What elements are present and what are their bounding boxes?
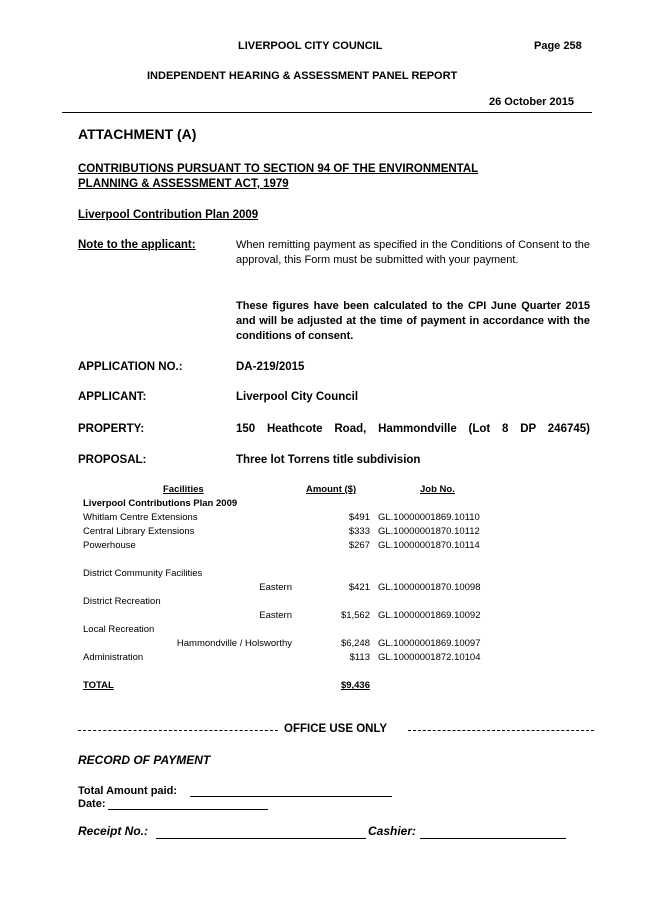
total-paid-label: Total Amount paid: <box>78 785 177 797</box>
office-divider-right <box>408 730 594 731</box>
table-row-facility: District Community Facilities <box>83 568 203 579</box>
table-row-job: GL.10000001872.10104 <box>378 652 481 663</box>
total-label: TOTAL <box>83 680 114 691</box>
proposal-value: Three lot Torrens title subdivision <box>236 454 421 466</box>
table-row-facility: Local Recreation <box>83 624 155 635</box>
section-title-line1: CONTRIBUTIONS PURSUANT TO SECTION 94 OF THE ENVIRONMENTAL <box>78 163 479 175</box>
table-row-job: GL.10000001869.10092 <box>378 610 481 621</box>
receipt-line[interactable] <box>156 838 366 839</box>
col-header-facilities: Facilities <box>163 484 204 495</box>
table-row-job: GL.10000001869.10110 <box>378 512 480 523</box>
section-title-line2: PLANNING & ASSESSMENT ACT, 1979 <box>78 178 289 190</box>
office-use-title: OFFICE USE ONLY <box>284 723 388 735</box>
application-no-value: DA-219/2015 <box>236 361 305 373</box>
table-row-amount: $1,562 <box>340 610 370 621</box>
table-row-amount: $421 <box>348 582 370 593</box>
attachment-title: ATTACHMENT (A) <box>78 126 197 142</box>
table-row-job: GL.10000001870.10114 <box>378 540 480 551</box>
property-label: PROPERTY: <box>78 423 145 435</box>
table-row-facility: Powerhouse <box>83 540 136 551</box>
table-row-subcategory: Hammondville / Holsworthy <box>176 638 292 649</box>
date-line[interactable] <box>108 809 268 810</box>
table-row-job: GL.10000001870.10098 <box>378 582 481 593</box>
record-title: RECORD OF PAYMENT <box>78 753 211 767</box>
table-row-facility: Whitlam Centre Extensions <box>83 512 198 523</box>
table-row-job: GL.10000001870.10112 <box>378 526 480 537</box>
report-date: 26 October 2015 <box>489 96 574 108</box>
note-text: When remitting payment as specified in the Conditions of Consent to the approval, this Form must be submitted with your payment. <box>236 239 590 266</box>
table-row-amount: $491 <box>348 512 370 523</box>
header-rule <box>62 112 592 113</box>
table-row-subcategory: Eastern <box>259 610 292 621</box>
office-divider-left <box>78 730 278 731</box>
cashier-line[interactable] <box>420 838 566 839</box>
receipt-label: Receipt No.: <box>78 824 149 838</box>
date-label: Date: <box>78 798 106 810</box>
note-label: Note to the applicant: <box>78 239 196 251</box>
table-row-facility: District Recreation <box>83 596 161 607</box>
table-row-amount: $113 <box>349 652 370 663</box>
proposal-label: PROPOSAL: <box>78 454 147 466</box>
total-value: $9,436 <box>340 680 370 691</box>
report-title: INDEPENDENT HEARING & ASSESSMENT PANEL REPORT <box>147 70 458 82</box>
table-row-job: GL.10000001869.10097 <box>378 638 481 649</box>
col-header-job: Job No. <box>420 484 455 495</box>
total-paid-line[interactable] <box>190 796 392 797</box>
property-value: 150 Heathcote Road, Hammondville (Lot 8 DP 246745) <box>236 423 590 435</box>
table-plan-heading: Liverpool Contributions Plan 2009 <box>83 498 238 509</box>
page-number: Page 258 <box>534 40 582 52</box>
table-row-amount: $267 <box>348 540 370 551</box>
cashier-label: Cashier: <box>368 824 417 838</box>
col-header-amount: Amount ($) <box>306 484 357 495</box>
table-row-subcategory: Eastern <box>259 582 292 593</box>
table-row-facility: Central Library Extensions <box>83 526 195 537</box>
council-name: LIVERPOOL CITY COUNCIL <box>238 40 383 52</box>
table-row-amount: $333 <box>348 526 370 537</box>
note-bold-text: These figures have been calculated to the CPI June Quarter 2015 and will be adjusted at the time of payment in accordance with the conditions of consent. <box>236 300 590 342</box>
plan-title: Liverpool Contribution Plan 2009 <box>78 209 259 221</box>
table-row-amount: $6,248 <box>340 638 370 649</box>
table-row-facility: Administration <box>83 652 144 663</box>
application-no-label: APPLICATION NO.: <box>78 361 183 373</box>
applicant-value: Liverpool City Council <box>236 391 359 403</box>
applicant-label: APPLICANT: <box>78 391 147 403</box>
